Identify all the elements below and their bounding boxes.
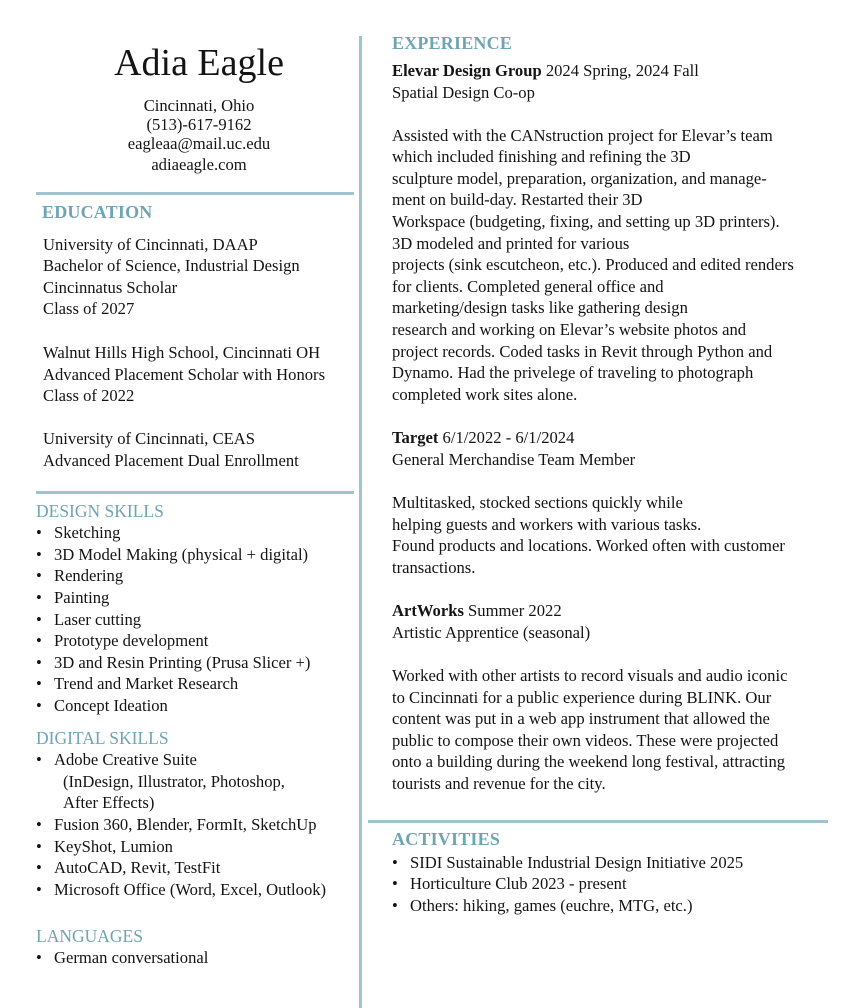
job-header	[392, 427, 574, 448]
bullet: •	[392, 853, 398, 872]
job-desc-line: public to compose their own videos. These were projected	[392, 731, 779, 750]
bullet: •	[392, 874, 398, 893]
job-desc-line: tourists and revenue for the city.	[392, 774, 606, 793]
design-skill-item: Painting	[54, 588, 110, 607]
design-skill-item: 3D Model Making (physical + digital)	[54, 545, 309, 564]
bullet: •	[36, 880, 42, 899]
name-heading: Adia Eagle	[114, 42, 284, 84]
header-divider	[36, 192, 354, 195]
bullet: •	[36, 815, 42, 834]
job-desc-line: projects (sink escutcheon, etc.). Produced and edited renders	[392, 255, 794, 274]
education-divider	[36, 491, 354, 494]
job-desc-line: Found products and locations. Worked often with customer	[392, 536, 785, 555]
bullet: •	[36, 696, 42, 715]
phone: (513)-617-9162	[146, 115, 252, 134]
job-role: Artistic Apprentice (seasonal)	[392, 623, 591, 642]
job-role: General Merchandise Team Member	[392, 450, 636, 469]
digital-skill-item: Fusion 360, Blender, FormIt, SketchUp	[54, 815, 317, 834]
education-line: Class of 2022	[43, 386, 135, 405]
experience-title: EXPERIENCE	[392, 33, 513, 53]
design-skill-item: Rendering	[54, 566, 124, 585]
job-desc-line: Dynamo. Had the privelege of traveling to photograph	[392, 363, 754, 382]
activities-title: ACTIVITIES	[392, 829, 501, 849]
bullet: •	[36, 837, 42, 856]
experience-divider	[368, 820, 828, 823]
language-item: German conversational	[54, 948, 209, 967]
job-desc-line: helping guests and workers with various tasks.	[392, 515, 702, 534]
email: eagleaa@mail.uc.edu	[127, 134, 271, 153]
activity-item: SIDI Sustainable Industrial Design Initiative 2025	[410, 853, 744, 872]
digital-skill-item: Adobe Creative Suite	[54, 750, 197, 769]
location: Cincinnati, Ohio	[143, 96, 255, 115]
bullet: •	[36, 588, 42, 607]
education-line: Advanced Placement Scholar with Honors	[43, 365, 326, 384]
bullet: •	[36, 674, 42, 693]
design-skills-title: DESIGN SKILLS	[36, 501, 164, 521]
education-title: EDUCATION	[42, 202, 153, 222]
education-line: Walnut Hills High School, Cincinnati OH	[43, 343, 321, 362]
job-desc-line: Multitasked, stocked sections quickly while	[392, 493, 683, 512]
education-line: Class of 2027	[43, 299, 135, 318]
job-desc-line: which included finishing and refining the 3D	[392, 147, 691, 166]
design-skill-item: Sketching	[54, 523, 121, 542]
job-desc-line: 3D modeled and printed for various	[392, 234, 630, 253]
job-header	[392, 600, 562, 621]
job-dates: 2024 Spring, 2024 Fall	[541, 61, 699, 80]
job-desc-line: Workspace (budgeting, fixing, and setting up 3D printers).	[392, 212, 780, 231]
design-skill-item: Concept Ideation	[54, 696, 168, 715]
activity-item: Others: hiking, games (euchre, MTG, etc.)	[410, 896, 693, 915]
job-desc-line: content was put in a web app instrument that allowed the	[392, 709, 770, 728]
bullet: •	[36, 566, 42, 585]
job-org: Elevar Design Group	[392, 61, 542, 80]
website: adiaeagle.com	[151, 155, 247, 174]
education-line: Advanced Placement Dual Enrollment	[43, 451, 299, 470]
job-desc-line: transactions.	[392, 558, 476, 577]
digital-skill-item: KeyShot, Lumion	[54, 837, 173, 856]
digital-skill-item-cont: (InDesign, Illustrator, Photoshop,	[63, 772, 285, 791]
bullet: •	[36, 948, 42, 967]
job-header	[392, 60, 699, 81]
job-dates: 6/1/2022 - 6/1/2024	[438, 428, 575, 447]
job-desc-line: Assisted with the CANstruction project for Elevar’s team	[392, 126, 773, 145]
languages-title: LANGUAGES	[36, 926, 143, 946]
job-desc-line: project records. Coded tasks in Revit through Python and	[392, 342, 773, 361]
job-desc-line: marketing/design tasks like gathering design	[392, 298, 688, 317]
bullet: •	[36, 858, 42, 877]
activity-item: Horticulture Club 2023 - present	[410, 874, 627, 893]
digital-skill-item: Microsoft Office (Word, Excel, Outlook)	[54, 880, 327, 899]
job-desc-line: research and working on Elevar’s website photos and	[392, 320, 747, 339]
job-org: Target	[392, 428, 439, 447]
digital-skill-item-cont: After Effects)	[63, 793, 155, 812]
bullet: •	[36, 653, 42, 672]
bullet: •	[36, 750, 42, 769]
education-line: University of Cincinnati, DAAP	[43, 235, 258, 254]
job-desc-line: completed work sites alone.	[392, 385, 578, 404]
design-skill-item: Trend and Market Research	[54, 674, 239, 693]
bullet: •	[36, 545, 42, 564]
bullet: •	[36, 631, 42, 650]
digital-skill-item: AutoCAD, Revit, TestFit	[54, 858, 221, 877]
job-desc-line: onto a building during the weekend long festival, attracting	[392, 752, 786, 771]
job-desc-line: to Cincinnati for a public experience during BLINK. Our	[392, 688, 772, 707]
job-org: ArtWorks	[392, 601, 464, 620]
design-skill-item: 3D and Resin Printing (Prusa Slicer +)	[54, 653, 311, 672]
education-line: Cincinnatus Scholar	[43, 278, 178, 297]
job-desc-line: Worked with other artists to record visuals and audio iconic	[392, 666, 788, 685]
bullet: •	[36, 610, 42, 629]
bullet: •	[392, 896, 398, 915]
bullet: •	[36, 523, 42, 542]
education-line: University of Cincinnati, CEAS	[43, 429, 256, 448]
column-divider	[359, 36, 362, 1008]
education-line: Bachelor of Science, Industrial Design	[43, 256, 300, 275]
design-skill-item: Laser cutting	[54, 610, 142, 629]
digital-skills-title: DIGITAL SKILLS	[36, 728, 169, 748]
job-role: Spatial Design Co-op	[392, 83, 535, 102]
job-desc-line: sculpture model, preparation, organization, and manage-	[392, 169, 767, 188]
design-skill-item: Prototype development	[54, 631, 209, 650]
job-desc-line: for clients. Completed general office and	[392, 277, 664, 296]
job-dates: Summer 2022	[463, 601, 562, 620]
job-desc-line: ment on build-day. Restarted their 3D	[392, 190, 643, 209]
